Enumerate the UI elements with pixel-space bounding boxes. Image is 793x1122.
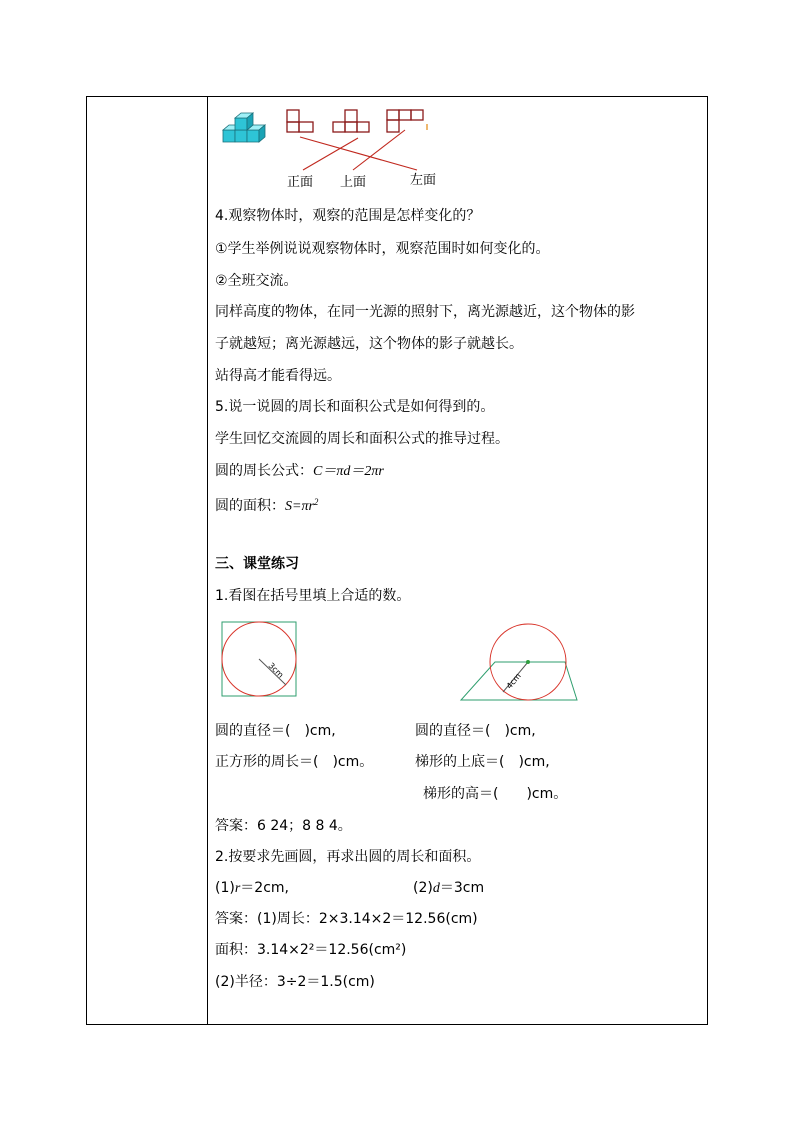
- ex2-parts-row: [215, 878, 485, 899]
- view-label-top: 上面: [340, 175, 367, 190]
- figure-circle-trapezoid: [455, 622, 585, 704]
- q5-text: 学生回忆交流圆的周长和面积公式的推导过程。: [215, 431, 509, 447]
- figure-circle-in-square: [220, 620, 300, 700]
- three-views-figure: [215, 100, 455, 195]
- ex2-answer-line3: (2)半径：3÷2＝1.5(cm): [215, 974, 375, 990]
- circumference-label: 圆的周长公式：: [215, 463, 313, 479]
- area-label: 圆的面积：: [215, 498, 285, 514]
- practice-heading: 三、课堂练习: [215, 556, 299, 572]
- ex1-left-line2: 正方形的周长＝( )cm。: [215, 754, 374, 770]
- circumference-line: [215, 461, 384, 482]
- q4-text-line3: 站得高才能看得远。: [215, 368, 341, 384]
- ex2-part2: (2)d＝3cm: [413, 880, 485, 896]
- q5-title: 5.说一说圆的周长和面积公式是如何得到的。: [215, 399, 495, 415]
- ex1-right-line3: 梯形的高＝( )cm。: [423, 786, 568, 802]
- ex2-answer-line1: 答案：(1)周长：2×3.14×2＝12.56(cm): [215, 911, 478, 927]
- q4-title: 4.观察物体时，观察的范围是怎样变化的？: [215, 208, 481, 224]
- area-line: [215, 492, 318, 517]
- connector-lines: [300, 130, 417, 170]
- ex1-row1: [215, 721, 536, 741]
- ex1-row2: [215, 752, 550, 772]
- cube-stack-icon: [223, 113, 265, 142]
- area-formula: S=πr: [285, 499, 314, 514]
- ex2-part1: (1)r＝2cm,: [215, 880, 289, 896]
- ex1-title: 1.看图在括号里填上合适的数。: [215, 588, 411, 604]
- fig-left-label: 3cm: [266, 661, 286, 680]
- fig-right-label: 4cm: [504, 671, 523, 691]
- view-shape-3: [387, 110, 423, 132]
- area-exponent: 2: [313, 497, 319, 507]
- q4-text-line1: 同样高度的物体，在同一光源的照射下，离光源越近，这个物体的影: [215, 304, 635, 320]
- q4-text-line2: 子就越短；离光源越远，这个物体的影子就越长。: [215, 336, 523, 352]
- ex1-answer: 答案：6 24；8 8 4。: [215, 818, 352, 834]
- view-label-front: 正面: [287, 175, 314, 190]
- q4-step2: ②全班交流。: [215, 273, 298, 289]
- column-divider: [207, 96, 208, 1025]
- ex1-right-line1: 圆的直径＝( )cm,: [415, 723, 536, 739]
- ex1-left-line1: 圆的直径＝( )cm,: [215, 723, 336, 739]
- view-shape-2: [333, 110, 369, 132]
- ex2-answer-line2: 面积：3.14×2²＝12.56(cm²): [215, 942, 407, 958]
- ex1-right-line2: 梯形的上底＝( )cm,: [415, 754, 550, 770]
- view-label-left: 左面: [410, 173, 437, 188]
- q4-step1: ①学生举例说说观察物体时，观察范围时如何变化的。: [215, 241, 550, 257]
- circumference-formula: C＝πd＝2πr: [313, 464, 384, 479]
- table-frame: [86, 96, 708, 1025]
- view-shape-1: [287, 110, 313, 132]
- center-dot: [526, 660, 530, 664]
- ex2-title: 2.按要求先画圆，再求出圆的周长和面积。: [215, 849, 481, 865]
